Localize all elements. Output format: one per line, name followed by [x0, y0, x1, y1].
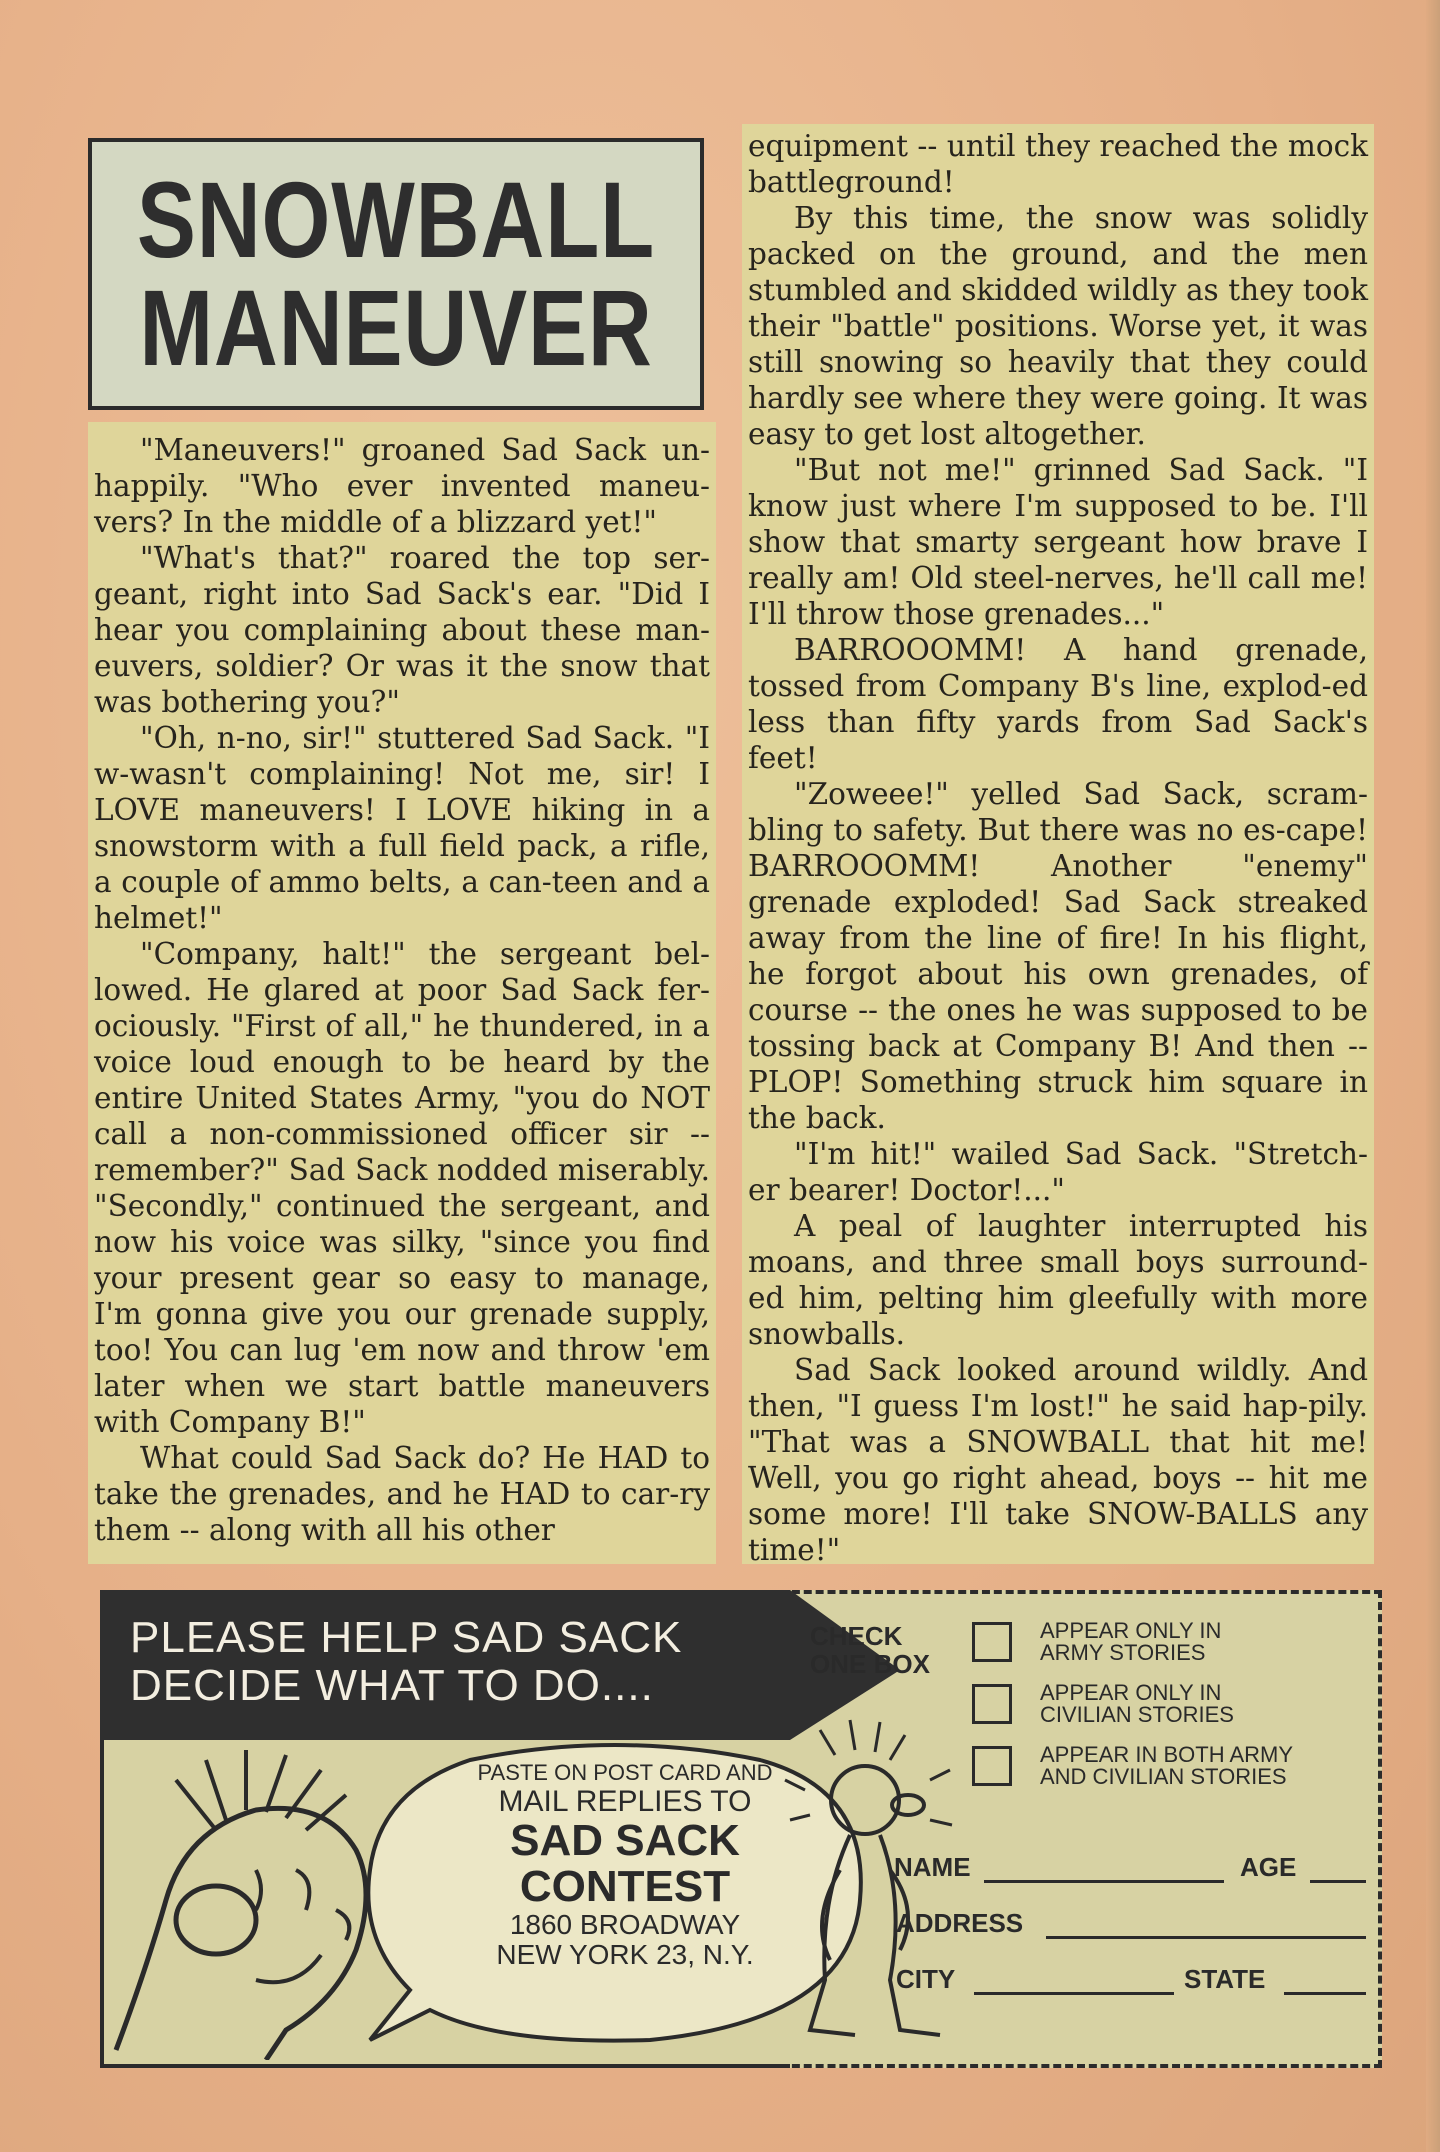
address-label: ADDRESS [896, 1908, 1024, 1938]
story-paragraph: Sad Sack looked around wildly. And then, "I guess I'm lost!" he said hap-pily. "That was a SNOWBALL that hit me! Well, you go right ahead, boys -- hit me some more! I'll take SNOW-BALLS any time!" [748, 1353, 1368, 1567]
story-paragraph: A peal of laughter interrupted his moans, and three small boys surround-ed him, pelting him gleefully with more snowballs. [748, 1209, 1368, 1351]
bubble-line3: SAD SACK [510, 1816, 740, 1865]
page-spine [1426, 0, 1440, 2152]
address-field[interactable] [1046, 1936, 1366, 1939]
option-army-line1: APPEAR ONLY IN [1040, 1618, 1222, 1643]
story-paragraph: "Company, halt!" the sergeant bel-lowed. He glared at poor Sad Sack fer-ociously. "First of all," he thundered, in a voice loud enough to be heard by the entire United States Army, "you do NOT call a non-commissioned officer sir -- remember?" Sad Sack nodded miserably. "Secondly," continued the sergeant, and now his voice was silky, "since you find your present gear so easy to manage, I'm gonna give you our grenade supply, too! You can lug 'em now and throw 'em later when we start battle maneuvers with Company B!" [94, 937, 710, 1439]
story-paragraph: What could Sad Sack do? He HAD to take the grenades, and he HAD to car-ry them -- along with all his other [94, 1441, 710, 1547]
option-civilian-checkbox[interactable] [972, 1684, 1012, 1724]
option-civilian-line2: CIVILIAN STORIES [1040, 1702, 1234, 1727]
option-both-checkbox[interactable] [972, 1746, 1012, 1786]
story-paragraph: equipment -- until they reached the mock battleground! [748, 129, 1368, 199]
check-line1: CHECK [810, 1621, 903, 1651]
state-field[interactable] [1284, 1992, 1366, 1995]
story-paragraph: "Oh, n-no, sir!" stuttered Sad Sack. "I w-wasn't complaining! Not me, sir! I LOVE maneuvers! I LOVE hiking in a snowstorm with a full field pack, a rifle, a couple of ammo belts, a can-teen and a helmet!" [94, 721, 710, 935]
story-title-box [88, 138, 704, 410]
story-paragraph: "Maneuvers!" groaned Sad Sack un-happily. "Who ever invented maneu-vers? In the middle of a blizzard yet!" [94, 433, 710, 539]
option-both-label [1040, 1744, 1380, 1788]
bubble-line5: 1860 BROADWAY [509, 1909, 741, 1940]
city-label: CITY [896, 1964, 956, 1994]
option-army-checkbox[interactable] [972, 1622, 1012, 1662]
story-title-line2: MANEUVER [139, 267, 653, 388]
option-army-line2: ARMY STORIES [1040, 1640, 1206, 1665]
option-both-line2: AND CIVILIAN STORIES [1040, 1764, 1287, 1789]
contest-banner-text [130, 1614, 770, 1710]
story-paragraph: BARROOOMM! A hand grenade, tossed from Company B's line, explod-ed less than fifty yards from Sad Sack's feet! [748, 633, 1368, 775]
story-title-line1: SNOWBALL [136, 159, 656, 280]
story-paragraph: "What's that?" roared the top ser-geant, right into Sad Sack's ear. "Did I hear you complaining about these man-euvers, soldier? Or was it the snow that was bothering you?" [94, 541, 710, 719]
bubble-line6: NEW YORK 23, N.Y. [496, 1939, 754, 1970]
option-civilian-line1: APPEAR ONLY IN [1040, 1680, 1222, 1705]
contest-panel [100, 1590, 1382, 2068]
story-paragraph: "Zoweee!" yelled Sad Sack, scram-bling to safety. But there was no es-cape! BARROOOMM! Another "enemy" grenade exploded! Sad Sack streaked away from the line of fire! In his flight, he forgot about his own grenades, of course -- the ones he was supposed to be tossing back at Company B! And then -- PLOP! Something struck him square in the back. [748, 777, 1368, 1135]
check-one-box-label [810, 1622, 930, 1678]
story-column-right [742, 124, 1374, 1567]
option-civilian-label [1040, 1682, 1380, 1726]
check-line2: ONE BOX [810, 1649, 930, 1679]
banner-line2: DECIDE WHAT TO DO.... [130, 1661, 654, 1710]
story-column-left [88, 422, 716, 1564]
bubble-line4: CONTEST [519, 1862, 731, 1911]
age-label: AGE [1240, 1852, 1297, 1882]
story-paragraph: By this time, the snow was solidly packed on the ground, and the men stumbled and skidded wildly as they took their "battle" positions. Worse yet, it was still snowing so heavily that they could hardly see where they were going. It was easy to get lost altogether. [748, 201, 1368, 451]
option-army-label [1040, 1620, 1380, 1664]
city-field[interactable] [974, 1992, 1174, 1995]
bubble-line1: PASTE ON POST CARD AND [477, 1760, 773, 1785]
option-both-line1: APPEAR IN BOTH ARMY [1040, 1742, 1294, 1767]
bubble-line2: MAIL REPLIES TO [498, 1785, 752, 1818]
name-label: NAME [894, 1852, 971, 1882]
story-paragraph: "But not me!" grinned Sad Sack. "I know just where I'm supposed to be. I'll show that smarty sergeant how brave I really am! Old steel-nerves, he'll call me! I'll throw those grenades..." [748, 453, 1368, 631]
story-paragraph: "I'm hit!" wailed Sad Sack. "Stretch-er bearer! Doctor!..." [748, 1137, 1368, 1207]
state-label: STATE [1184, 1964, 1266, 1994]
age-field[interactable] [1310, 1880, 1366, 1883]
banner-line1: PLEASE HELP SAD SACK [130, 1613, 683, 1662]
name-field[interactable] [984, 1880, 1224, 1883]
